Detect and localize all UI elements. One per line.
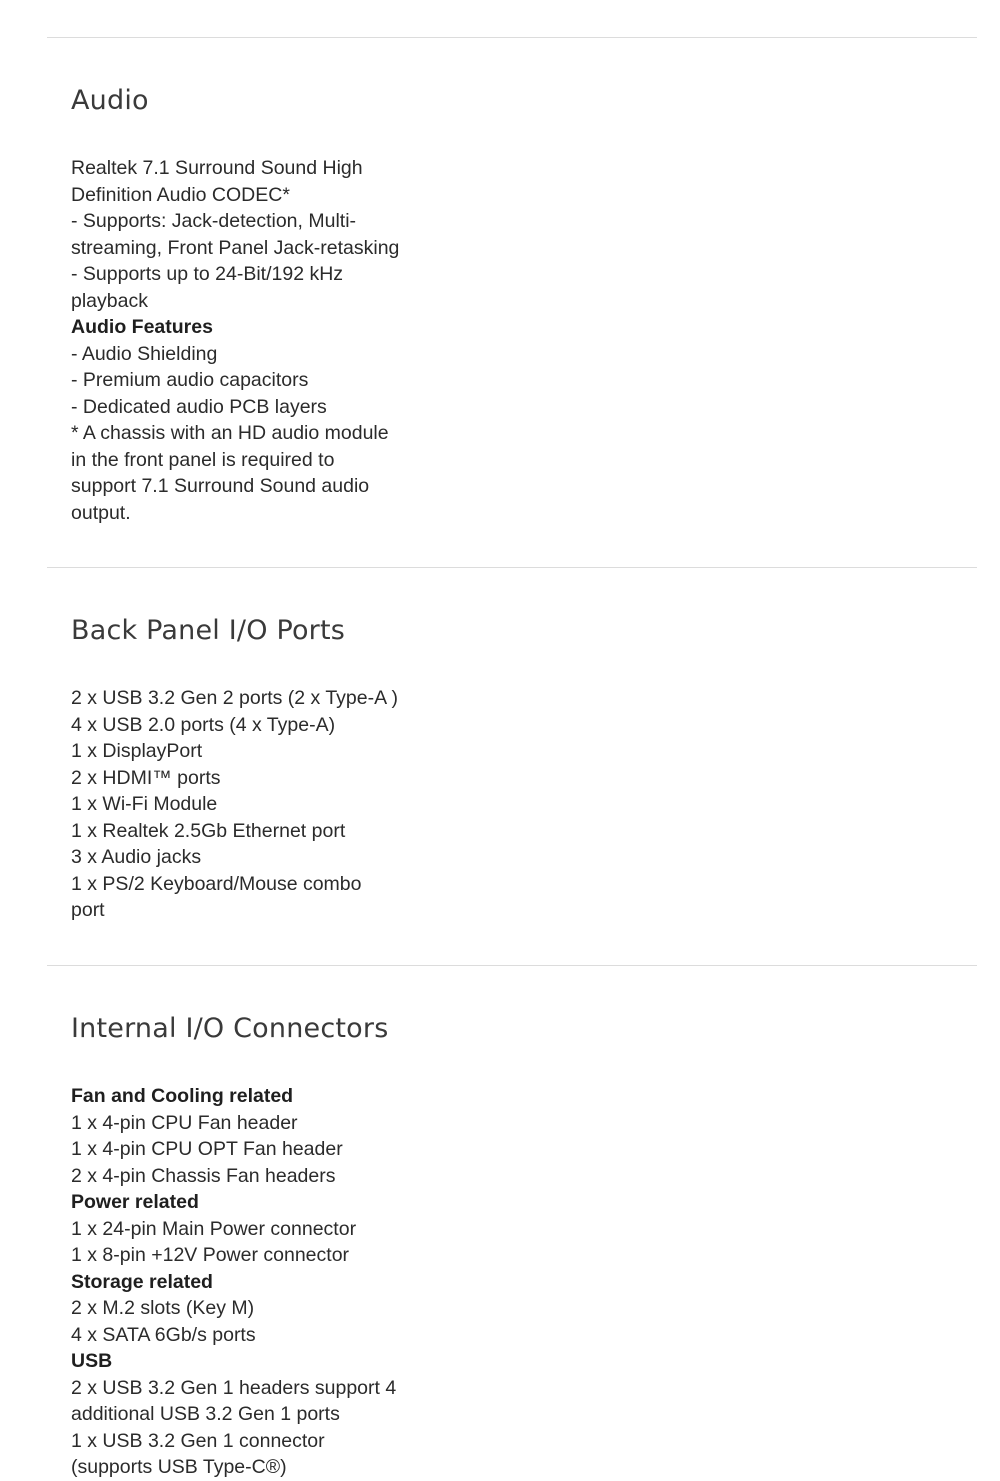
spec-list — [71, 1083, 411, 1481]
spec-line: 2 x USB 3.2 Gen 1 headers support 4 — [71, 1376, 397, 1399]
spec-line: 2 x HDMI™ ports — [71, 766, 221, 789]
spec-group-heading: Power related — [71, 1191, 199, 1213]
spec-list — [71, 155, 411, 526]
spec-line: 1 x PS/2 Keyboard/Mouse combo — [71, 872, 362, 895]
spec-group-heading: USB — [71, 1350, 113, 1372]
spec-line: 1 x Wi-Fi Module — [71, 793, 218, 815]
spec-line: 2 x USB 3.2 Gen 2 ports (2 x Type-A ) — [71, 687, 398, 709]
spec-group-heading: Storage related — [71, 1270, 213, 1293]
spec-line: - Supports: Jack-detection, Multi- — [71, 210, 357, 232]
spec-line: - Dedicated audio PCB layers — [71, 395, 327, 418]
spec-line: * A chassis with an HD audio module — [71, 422, 389, 444]
spec-line: Realtek 7.1 Surround Sound High — [71, 157, 363, 179]
spec-line: 4 x USB 2.0 ports (4 x Type-A) — [71, 713, 336, 736]
spec-line: streaming, Front Panel Jack-retasking — [71, 236, 400, 259]
spec-line: Definition Audio CODEC* — [71, 183, 290, 206]
back-panel-io-section — [71, 614, 411, 924]
spec-line: 1 x 4-pin CPU OPT Fan header — [71, 1138, 343, 1160]
spec-line: (supports USB Type-C®) — [71, 1456, 287, 1478]
spec-group-heading: Fan and Cooling related — [71, 1085, 294, 1107]
spec-line: 1 x 4-pin CPU Fan header — [71, 1111, 298, 1134]
section-title: Audio — [71, 85, 149, 116]
spec-group-heading: Audio Features — [71, 316, 213, 338]
section-divider — [47, 965, 977, 966]
section-divider — [47, 37, 977, 38]
spec-line: 1 x 8-pin +12V Power connector — [71, 1244, 350, 1266]
spec-list — [71, 685, 411, 924]
spec-line: 4 x SATA 6Gb/s ports — [71, 1323, 256, 1346]
spec-line: additional USB 3.2 Gen 1 ports — [71, 1403, 340, 1425]
spec-line: - Audio Shielding — [71, 342, 218, 365]
section-divider — [47, 567, 977, 568]
spec-line: 2 x M.2 slots (Key M) — [71, 1297, 255, 1319]
spec-line: 1 x USB 3.2 Gen 1 connector — [71, 1429, 325, 1452]
section-title: Internal I/O Connectors — [71, 1013, 389, 1044]
audio-section — [71, 84, 411, 526]
spec-line: playback — [71, 289, 148, 312]
spec-line: 3 x Audio jacks — [71, 846, 202, 868]
spec-line: - Premium audio capacitors — [71, 369, 309, 391]
spec-line: support 7.1 Surround Sound audio — [71, 475, 370, 497]
section-title: Back Panel I/O Ports — [71, 615, 346, 646]
spec-line: output. — [71, 501, 131, 524]
spec-line: 1 x DisplayPort — [71, 740, 203, 762]
spec-line: - Supports up to 24-Bit/192 kHz — [71, 263, 344, 285]
spec-line: 2 x 4-pin Chassis Fan headers — [71, 1164, 336, 1187]
internal-io-section — [71, 1012, 411, 1481]
spec-line: 1 x 24-pin Main Power connector — [71, 1217, 357, 1240]
spec-line: port — [71, 899, 105, 921]
spec-line: in the front panel is required to — [71, 448, 335, 471]
spec-line: 1 x Realtek 2.5Gb Ethernet port — [71, 819, 346, 842]
